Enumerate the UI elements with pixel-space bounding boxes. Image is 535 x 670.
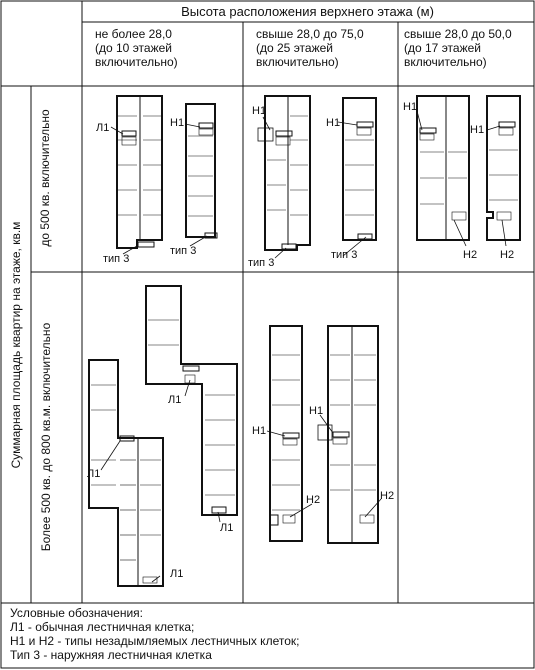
side-label-area: Суммарная площадь квартир на этаже, кв.м <box>9 221 23 469</box>
label-n1-r1c3-right: Н1 <box>470 124 485 136</box>
header-col2-line1: свыше 28,0 до 75,0 <box>256 27 364 41</box>
header-col1-line1: не более 28,0 <box>95 27 172 41</box>
label-n1-r1c2-right: Н1 <box>326 117 341 129</box>
legend-item-l1: Л1 - обычная лестничная клетка; <box>10 620 195 634</box>
label-n1-r1c1-right: Н1 <box>170 117 185 129</box>
plan-r1c2-left <box>258 96 310 250</box>
plan-r1c3-right <box>487 96 520 240</box>
label-l1-r2c1-lower-bottom: Л1 <box>170 568 184 580</box>
legend <box>10 606 299 662</box>
label-l1-r2c1-lower: Л1 <box>87 468 101 480</box>
plan-r1c3-left <box>417 96 469 240</box>
label-n2-r1c3-left: Н2 <box>463 249 478 261</box>
plan-r2c1-upper <box>146 286 237 515</box>
label-l1-r2c1-upper-bottom: Л1 <box>220 522 234 534</box>
legend-item-n1-n2: Н1 и Н2 - типы незадымляемых лестничных клеток; <box>10 634 300 648</box>
legend-item-tip3: Тип 3 - наружняя лестничная клетка <box>10 648 212 662</box>
label-n1-r2c2-right: Н1 <box>309 405 324 417</box>
row1-label: до 500 кв. включительно <box>38 109 52 247</box>
header-col1-line3: включительно) <box>95 55 178 69</box>
header-col3-line1: свыше 28,0 до 50,0 <box>404 27 512 41</box>
header-col2 <box>256 27 396 69</box>
header-col2-line2: (до 25 этажей <box>256 41 333 55</box>
header-col3-line3: включительно) <box>404 55 487 69</box>
label-n1-r1c2-left: Н1 <box>252 105 267 117</box>
label-n2-r1c3-right: Н2 <box>500 249 515 261</box>
label-n2-r2c2-left: Н2 <box>306 494 321 506</box>
row2-label: Более 500 кв. до 800 кв.м. включительно <box>39 322 53 552</box>
label-n2-r2c2-right: Н2 <box>380 490 395 502</box>
label-n1-r1c3-left: Н1 <box>403 101 418 113</box>
label-tip3-r1c2-right: тип 3 <box>331 249 358 261</box>
plan-r2c2-right <box>318 326 378 543</box>
plan-r1c1-left <box>117 96 162 248</box>
header-col3 <box>404 27 534 69</box>
header-height-title: Высота расположения верхнего этажа (м) <box>181 4 434 19</box>
plan-r1c2-right <box>343 98 376 240</box>
label-l1-r1c1-left: Л1 <box>96 122 110 134</box>
label-tip3-r1c1-left: тип 3 <box>103 253 130 265</box>
label-n1-r2c2-left: Н1 <box>252 425 267 437</box>
label-l1-r2c1-upper: Л1 <box>168 394 182 406</box>
legend-title: Условные обозначения: <box>10 606 143 620</box>
header-col1-line2: (до 10 этажей <box>95 41 172 55</box>
label-tip3-r1c2-left: тип 3 <box>248 257 275 269</box>
header-col1 <box>95 27 235 69</box>
header-col3-line2: (до 17 этажей <box>404 41 481 55</box>
plan-r1c1-right <box>186 104 217 238</box>
label-tip3-r1c1-right: тип 3 <box>170 245 197 257</box>
plan-labels <box>87 101 514 580</box>
header-col2-line3: включительно) <box>256 55 339 69</box>
